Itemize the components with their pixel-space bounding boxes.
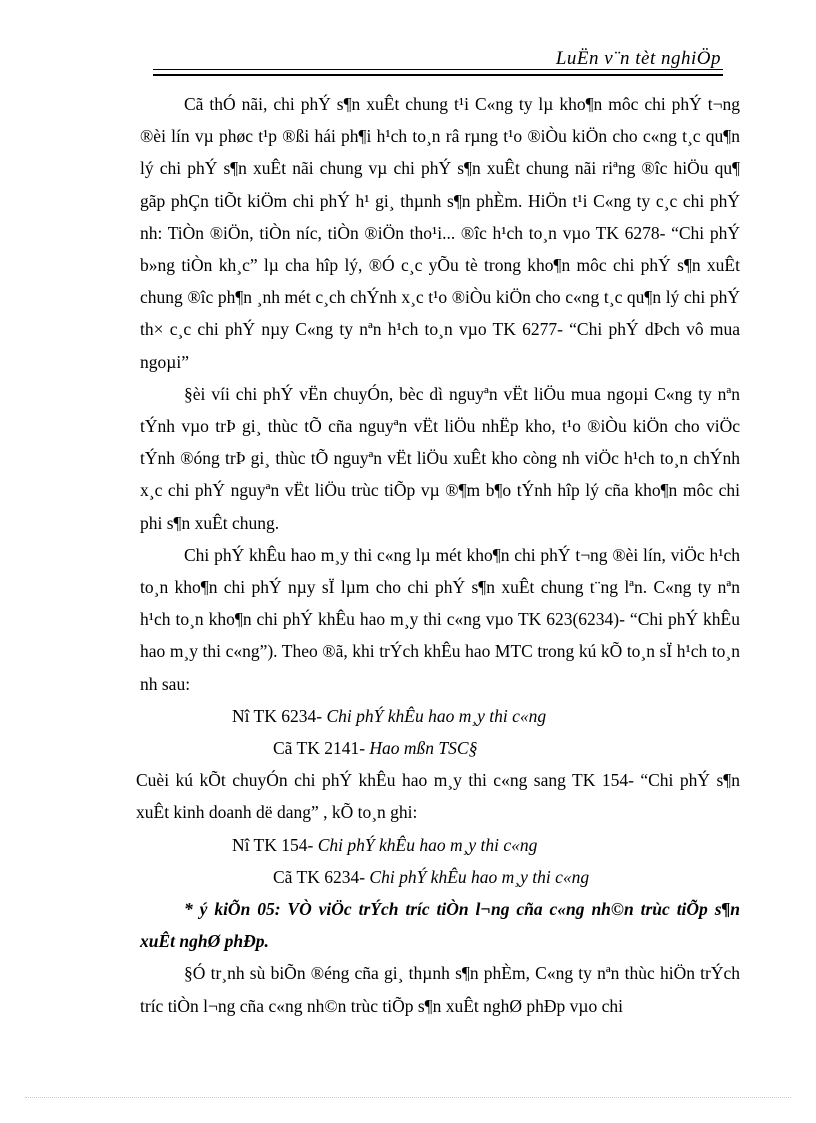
entry-description: Chi phÝ khÊu hao m¸y thi c«ng [317, 834, 538, 855]
entry-account: Cã TK 6234- [273, 866, 366, 887]
header-rule-thin [153, 69, 723, 70]
opinion-heading: * ý kiÕn 05: VÒ viÖc trÝch tríc tiÒn l¬ng cña c«ng nh©n trùc tiÕp s¶n xuÊt nghØ phÐp. [140, 899, 740, 952]
entry-account: Nî TK 154- [232, 834, 314, 855]
entry-description: Hao mßn TSC§ [369, 738, 478, 759]
paragraph-5: §Ó tr¸nh sù biÕn ®éng cña gi¸ thµnh s¶n phÈm, C«ng ty nªn thùc hiÖn trÝch tríc tiÒn l¬ng cña c«ng nh©n trùc tiÕp s¶n xuÊt nghØ phÐp vµo chi [140, 963, 740, 1016]
paragraph-1: Cã thÓ nãi, chi phÝ s¶n xuÊt chung t¹i C«ng ty lµ kho¶n môc chi phÝ t¬ng ®èi lín vµ phøc t¹p ®ßi hái ph¶i h¹ch to¸n râ rµng t¹o ®iÒu kiÖn cho c«ng t¸c qu¶n lý chi phÝ s¶n xuÊt nãi chung vµ chi phÝ s¶n xuÊt chung nãi riªng ®îc hiÖu qu¶ gãp phÇn tiÕt kiÖm chi phÝ h¹ gi¸ thµnh s¶n phÈm. HiÖn t¹i C«ng ty c¸c chi phÝ nh: TiÒn ®iÖn, tiÒn níc, tiÒn ®iÖn tho¹i... ®îc h¹ch to¸n vµo TK 6278- “Chi phÝ b»ng tiÒn kh¸c” lµ cha hîp lý, ®Ó c¸c yÕu tè trong kho¶n môc chi phÝ s¶n xuÊt chung ®îc ph¶n ¸nh mét c¸ch chÝnh x¸c t¹o ®iÒu kiÖn cho c«ng t¸c qu¶n lý chi phÝ th× c¸c chi phÝ nµy C«ng ty nªn h¹ch to¸n vµo TK 6277- “Chi phÝ dÞch vô mua ngoµi” [140, 94, 740, 372]
journal-entry-2-credit [140, 861, 740, 893]
page-footer-divider [25, 1097, 791, 1098]
journal-entry-2-debit [140, 829, 740, 861]
entry-account: Cã TK 2141- [273, 738, 366, 759]
entry-description: Chi phÝ khÊu hao m¸y thi c«ng [369, 866, 590, 887]
entry-description: Chi phÝ khÊu hao m¸y thi c«ng [326, 705, 547, 726]
journal-entry-1-debit [140, 700, 740, 732]
paragraph-3: Chi phÝ khÊu hao m¸y thi c«ng lµ mét kho¶n chi phÝ t¬ng ®èi lín, viÖc h¹ch to¸n kho¶n chi phÝ nµy sÏ lµm cho chi phÝ s¶n xuÊt chung t¨ng lªn. C«ng ty nªn h¹ch to¸n kho¶n chi phÝ khÊu hao m¸y thi c«ng vµo TK 623(6234)- “Chi phÝ khÊu hao m¸y thi c«ng”). Theo ®ã, khi trÝch khÊu hao MTC trong kú kÕ to¸n sÏ h¹ch to¸n nh sau: [140, 544, 740, 694]
paragraph-2: §èi víi chi phÝ vËn chuyÓn, bèc dì nguyªn vËt liÖu mua ngoµi C«ng ty nªn tÝnh vµo trÞ gi¸ thùc tÕ cña nguyªn vËt liÖu nhËp kho, t¹o ®iÒu kiÖn cho viÖc tÝnh ®óng trÞ gi¸ thùc tÕ nguyªn vËt liÖu xuÊt kho còng nh viÖc h¹ch to¸n chÝnh x¸c chi phÝ nguyªn vËt liÖu trùc tiÕp vµ ®¶m b¶o tÝnh hîp lý cña kho¶n môc chi phi s¶n xuÊt chung. [140, 383, 740, 533]
entry-account: Nî TK 6234- [232, 705, 323, 726]
paragraph-4: Cuèi kú kÕt chuyÓn chi phÝ khÊu hao m¸y thi c«ng sang TK 154- “Chi phÝ s¶n xuÊt kinh doanh dë dang” , kÕ to¸n ghi: [136, 770, 740, 823]
journal-entry-1-credit [140, 732, 740, 764]
document-body [136, 88, 740, 1022]
document-header-title: LuËn v¨n tèt nghiÖp [555, 48, 721, 69]
header-rule-thick [153, 74, 723, 76]
